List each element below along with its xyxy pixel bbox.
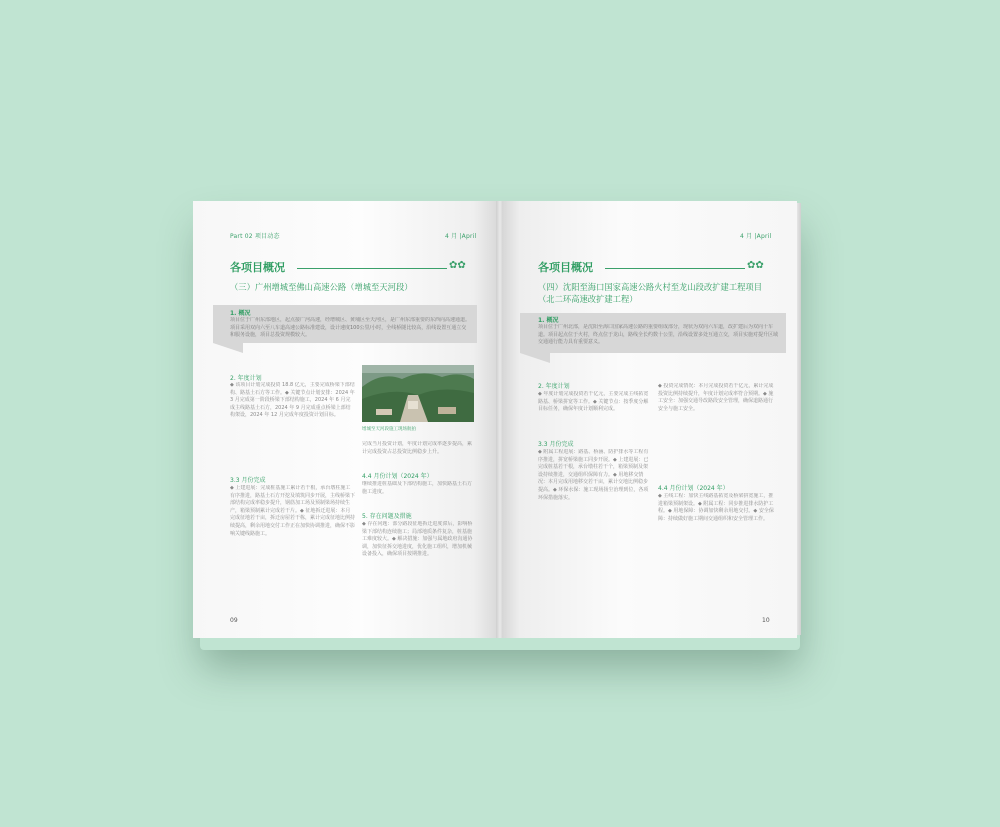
section-overview-text: 项目位于广州东部地区，起点接广河高速，经增城区、黄埔区至天河区，是广州东部重要的东西向高速通道。项目采用双向六至八车道高速公路标准建设，设计速度100公里/小时，全线桥隧比较高，沿线设置互通立交和服务设施，项目总投资规模较大。 bbox=[230, 317, 470, 339]
section-april-plan-title-right: 4.4 月份计划（2024 年） bbox=[658, 485, 729, 492]
title-rule bbox=[297, 268, 447, 269]
title-rule-right bbox=[605, 268, 745, 269]
page-number-right: 10 bbox=[762, 617, 770, 624]
aerial-construction-image bbox=[362, 365, 474, 422]
section-annual-plan-title: 2. 年度计划 bbox=[230, 375, 262, 382]
project-subtitle-right: （四）沈阳至海口国家高速公路火村至龙山段改扩建工程项目（北二环高速改扩建工程） bbox=[538, 282, 763, 304]
section-march-title-right: 3.3 月份完成 bbox=[538, 441, 574, 448]
section-overview-text-right: 项目位于广州北部，是沈阳至海口国家高速公路的重要组成部分，现状为双向六车道，改扩建后为双向十车道。项目起点位于火村，终点位于龙山，路线全长约数十公里，沿线设置多处互通立交，项目实施对提升区域交通通行能力具有重要意义。 bbox=[538, 324, 778, 346]
band-fold-right bbox=[520, 353, 550, 363]
right-column-text: 完成当月投资计划，年度计划完成率逐步提高，累计完成投资占总投资比例稳步上升。 bbox=[362, 441, 473, 455]
construction-site-photo bbox=[362, 365, 474, 422]
section-march-title: 3.3 月份完成 bbox=[230, 477, 266, 484]
page-number-left: 09 bbox=[230, 617, 238, 624]
section-issues-title: 5. 存在问题及措施 bbox=[362, 513, 412, 520]
section-overview-title: 1. 概况 bbox=[230, 310, 251, 317]
page-header-left: Part 02 项目动态 bbox=[230, 233, 280, 240]
project-subtitle: （三）广州增城至佛山高速公路（增城至天河段） bbox=[230, 282, 413, 292]
photo-caption: 增城至天河段施工现场航拍 bbox=[362, 427, 416, 432]
right-page bbox=[502, 201, 797, 638]
section-april-plan-title: 4.4 月份计划（2024 年） bbox=[362, 473, 433, 480]
section-april-plan-text-right: ◆ 主线工程：加快主线路基拓宽及桥梁拼宽施工，推进箱梁预制架设。◆ 附属工程：同步推进排水防护工程。◆ 用地保障：协调加快剩余用地交付。◆ 安全保障：持续做好施工期间交通组织和安全管理工作。 bbox=[658, 493, 774, 522]
section-annual-plan-text: ◆ 该项目计划完成投资 18.8 亿元，主要完成桥梁下部结构、路基土石方等工作。◆ 关键节点计划安排：2024 年 3 月完成第一阶段桥梁下部结构施工，2024 年 6 月完成主线路基土石方，2024 年 9 月完成重点桥梁上部结构架设，2024 年 12 月完成年度投资计划目标。 bbox=[230, 382, 355, 419]
section-march-text: ◆ 上建进展：完成桩基施工累计若干根，承台墩柱施工有序推进，路基土石方开挖及填筑同步开展，主线桥梁下部结构完成率稳步提升，钢筋加工场及预制梁场持续生产，箱梁预制累计完成若干片。◆ 征地拆迁进展：本月完成征地若干亩，拆迁房屋若干栋，累计完成征地比例持续提高，剩余用地交付工作正在加快协调推进，确保不影响关键线路施工。 bbox=[230, 485, 355, 537]
section-annual-plan-text-right: ◆ 年度计划完成投资若干亿元，主要完成主线拓宽路基、桥梁拼宽等工作。◆ 关键节点：按季度分解目标任务，确保年度计划顺利完成。 bbox=[538, 391, 649, 413]
band-fold bbox=[213, 343, 243, 353]
gears-icon: ✿✿ bbox=[449, 260, 466, 271]
page-title: 各项目概况 bbox=[230, 261, 285, 274]
section-annual-plan-title-right: 2. 年度计划 bbox=[538, 383, 570, 390]
section-march-text-right: ◆ 附属工程进展：路基、桥涵、防护排水等工程有序推进，拼宽桥梁施工同步开展。◆ 上建进展：已完成桩基若干根，承台墩柱若干个，箱梁预制及架设持续推进，交通组织保障有力。◆ 用地移交情况：本月完成用地移交若干亩，累计交地比例稳步提高。◆ 环保水保：施工现场扬尘治理到位，各项环保措施落实。 bbox=[538, 449, 649, 501]
gears-icon-right: ✿✿ bbox=[747, 260, 764, 271]
right-column-text-right: ◆ 投资完成情况：本月完成投资若干亿元，累计完成投资比例持续提升，年度计划完成率符合预期。◆ 施工安全：加强交通导改路段安全管理，确保道路通行安全与施工安全。 bbox=[658, 383, 774, 412]
page-title-right: 各项目概况 bbox=[538, 261, 593, 274]
page-header-month-right: 4 月 |April bbox=[740, 233, 772, 240]
section-april-plan-text: 继续推进桩基础及下部结构施工，加快路基土石方施工进度。 bbox=[362, 481, 473, 495]
page-header-month: 4 月 |April bbox=[445, 233, 477, 240]
section-overview-title-right: 1. 概况 bbox=[538, 317, 559, 324]
section-issues-text: ◆ 存在问题：部分路段征地拆迁进度滞后，影响桥梁下部结构连续施工；局部地质条件复杂，桩基施工难度较大。◆ 解决措施：加强与属地政府沟通协调，加快征拆交地进度，优化施工组织，增加机械设备投入，确保项目按期推进。 bbox=[362, 521, 473, 558]
left-page bbox=[193, 201, 498, 638]
page-edge bbox=[797, 203, 801, 635]
